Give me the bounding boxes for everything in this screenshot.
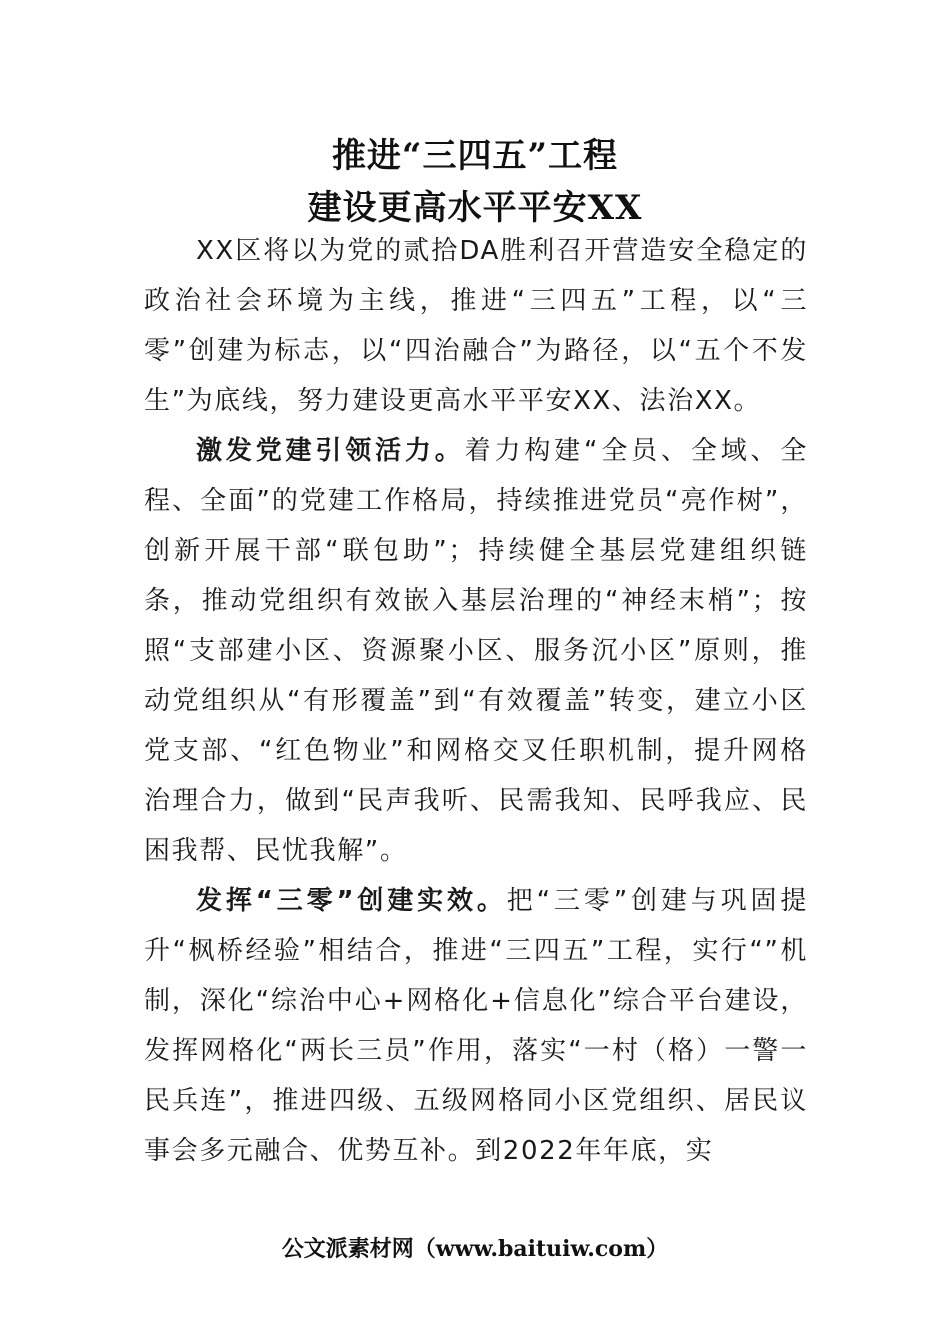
paragraph-intro-text: XX区将以为党的贰拾DA胜利召开营造安全稳定的政治社会环境为主线，推进“三四五”工程，以“三零”创建为标志，以“四治融合”为路径，以“五个不发生”为底线，努力建设更高水平平安XX、法治XX。 <box>144 236 808 416</box>
paragraph-three-zero-heading: 发挥“三零”创建实效。 <box>196 886 507 916</box>
paragraph-party-building-heading: 激发党建引领活力。 <box>196 436 465 466</box>
paragraph-party-building <box>144 426 808 876</box>
footer-source: 公文派素材网（www.baituiw.com） <box>281 1236 669 1262</box>
paragraph-three-zero-text: 把“三零”创建与巩固提升“枫桥经验”相结合，推进“三四五”工程，实行“”机制，深化“综治中心+网格化+信息化”综合平台建设，发挥网格化“两长三员”作用，落实“一村（格）一警一民兵连”，推进四级、五级网格同小区党组织、居民议事会多元融合、优势互补。到2022年年底，实 <box>144 886 808 1166</box>
paragraph-intro <box>144 226 808 426</box>
paragraph-three-zero <box>144 876 808 1176</box>
document-title-line-1: 推进“三四五”工程 <box>331 136 619 176</box>
document-body <box>144 226 808 1176</box>
document-title-line-2: 建设更高水平平安XX <box>307 188 643 228</box>
paragraph-party-building-text: 着力构建“全员、全域、全程、全面”的党建工作格局，持续推进党员“亮作树”，创新开展干部“联包助”；持续健全基层党建组织链条，推动党组织有效嵌入基层治理的“神经末梢”；按照“支部建小区、资源聚小区、服务沉小区”原则，推动党组织从“有形覆盖”到“有效覆盖”转变，建立小区党支部、“红色物业”和网格交叉任职机制，提升网格治理合力，做到“民声我听、民需我知、民呼我应、民困我帮、民忧我解”。 <box>144 436 809 866</box>
